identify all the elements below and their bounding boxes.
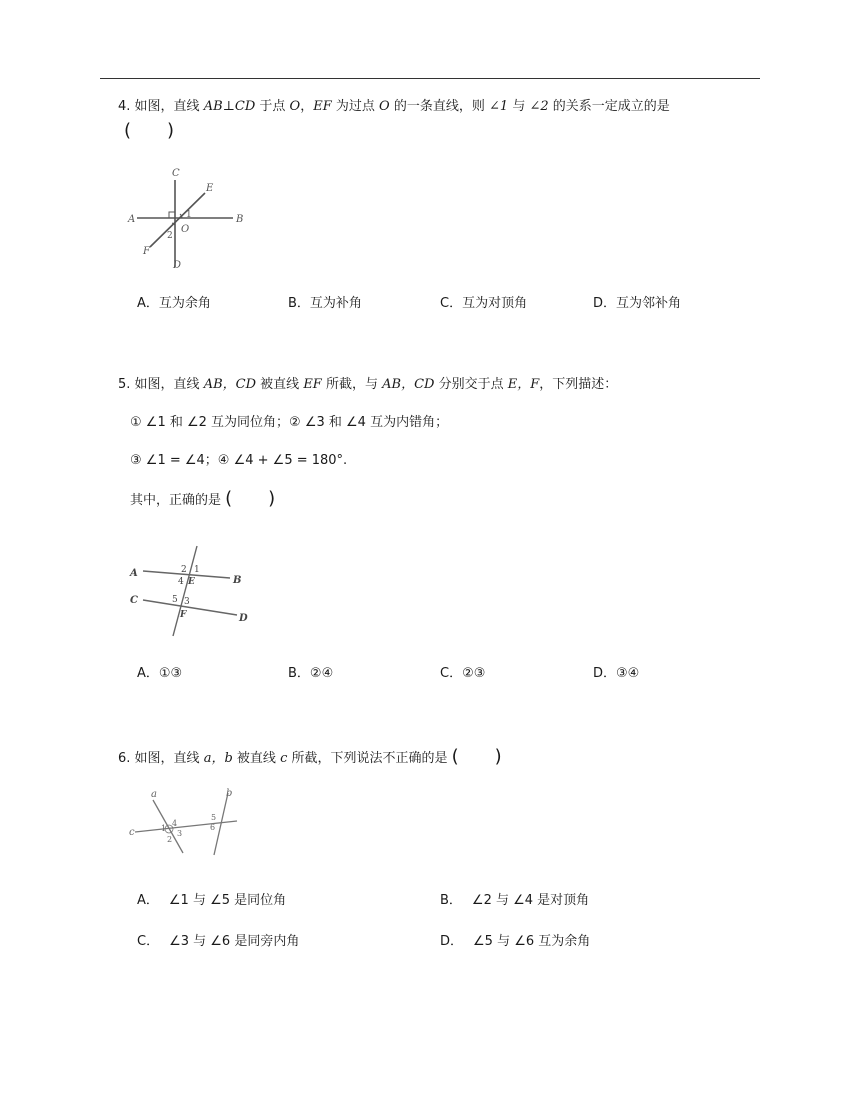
math-expr: AB，CD [203, 377, 257, 392]
q4-option-a[interactable] [137, 295, 211, 313]
answer-bracket: ( ) [451, 746, 502, 767]
option-text: 互为对顶角 [462, 296, 528, 311]
label-angle-3: 3 [184, 597, 190, 607]
stem-text: 与 [512, 99, 526, 114]
q5-prompt [130, 488, 768, 510]
q5-option-a[interactable] [137, 665, 182, 683]
stem-text: 如图，直线 [134, 377, 200, 392]
label-angle-1: 1 [161, 824, 167, 833]
question-number: 4. [118, 99, 131, 114]
option-letter: B． [440, 893, 462, 908]
math-expr: c [280, 751, 288, 766]
label-d: D [173, 260, 182, 271]
line-cd [143, 600, 237, 615]
math-expr: a，b [203, 751, 233, 766]
label-b: B [236, 214, 244, 225]
question-6-stem [118, 746, 768, 768]
q5-statements-2: ③ ∠1 = ∠4；④ ∠4 + ∠5 = 180°. [130, 453, 348, 468]
option-text: ①③ [158, 666, 183, 681]
stem-text: 的关系一定成立的是 [552, 99, 670, 114]
option-letter: D． [593, 296, 617, 311]
label-c: C [130, 595, 138, 606]
label-angle-2: 2 [167, 231, 173, 241]
math-expr: ∠1 [489, 99, 509, 114]
option-text: ②③ [462, 666, 486, 681]
q5-statements-1: ① ∠1 和 ∠2 互为同位角；② ∠3 和 ∠4 互为内错角； [130, 415, 449, 430]
stem-text: 如图，直线 [134, 99, 200, 114]
q6-option-a[interactable] [137, 892, 286, 910]
figure-q4 [125, 165, 255, 275]
figure-q5 [125, 543, 255, 638]
option-text: ③④ [616, 666, 640, 681]
label-angle-3: 3 [177, 829, 183, 838]
answer-bracket: ( ) [124, 120, 175, 141]
math-expr: AB，CD [382, 377, 435, 392]
label-a: A [130, 568, 138, 579]
label-angle-4: 4 [172, 819, 178, 828]
label-angle-5: 5 [172, 595, 178, 605]
option-letter: D． [593, 666, 617, 681]
option-letter: C． [440, 296, 463, 311]
label-b: B [233, 575, 242, 586]
line-b [214, 793, 228, 855]
stem-text: ， [300, 99, 314, 114]
label-angle-6: 6 [210, 823, 216, 832]
stem-text: 其中，正确的是 [130, 493, 222, 508]
stem-text: 被直线 [260, 377, 300, 392]
answer-bracket: ( ) [225, 488, 276, 509]
label-angle-5: 5 [211, 813, 217, 822]
q6-option-d[interactable] [440, 933, 590, 951]
label-f: F [180, 610, 187, 620]
figure-q6 [125, 785, 250, 860]
line-ef [173, 546, 197, 636]
label-c: c [129, 827, 135, 838]
question-4-stem [118, 98, 768, 116]
stem-text: 于点 [259, 99, 286, 114]
math-expr: EF [313, 99, 332, 114]
stem-text: 所截，下列说法不正确的是 [291, 751, 448, 766]
q5-option-b[interactable] [288, 665, 333, 683]
option-text: 互为邻补角 [616, 296, 682, 311]
q4-option-b[interactable] [288, 295, 362, 313]
label-o: O [181, 224, 190, 235]
right-angle-mark [169, 212, 175, 218]
option-text: 互为余角 [158, 296, 211, 311]
label-a: A [128, 214, 136, 225]
stem-text: 所截，与 [325, 377, 378, 392]
q4-option-d[interactable] [593, 295, 681, 313]
label-a: a [151, 789, 157, 800]
option-letter: A． [137, 296, 159, 311]
math-expr: EF [303, 377, 322, 392]
label-angle-4: 4 [178, 577, 184, 587]
stem-text: 分别交于点 [438, 377, 504, 392]
math-expr: O [289, 99, 301, 114]
option-text: ∠3 与 ∠6 是同旁内角 [169, 934, 300, 949]
q6-option-c[interactable] [137, 933, 299, 951]
label-e: E [206, 183, 214, 194]
option-letter: C． [440, 666, 463, 681]
label-f: F [143, 246, 150, 257]
math-expr: AB⊥CD [203, 99, 256, 114]
question-4 [118, 98, 768, 142]
math-expr: ∠2 [529, 99, 549, 114]
line-ef [150, 193, 205, 247]
math-expr: O [379, 99, 390, 114]
stem-text: ，下列描述： [539, 377, 618, 392]
option-text: ②④ [309, 666, 334, 681]
option-text: 互为补角 [309, 296, 362, 311]
stem-text: 为过点 [335, 99, 375, 114]
stem-text: 如图，直线 [134, 751, 200, 766]
option-letter: D． [440, 934, 464, 949]
math-expr: E，F [507, 377, 540, 392]
option-letter: B． [288, 296, 310, 311]
option-letter: A． [137, 893, 159, 908]
label-angle-1: 1 [194, 565, 200, 575]
option-letter: A． [137, 666, 159, 681]
stem-text: 的一条直线，则 [393, 99, 485, 114]
line-c [135, 821, 237, 832]
label-d: D [239, 613, 248, 624]
line-a [153, 800, 183, 853]
question-number: 5. [118, 377, 131, 392]
label-c: C [172, 168, 180, 179]
option-letter: C． [137, 934, 160, 949]
question-5-stem [118, 376, 768, 394]
option-text: ∠1 与 ∠5 是同位角 [168, 893, 287, 908]
option-letter: B． [288, 666, 310, 681]
label-e: E [188, 577, 195, 587]
q5-option-d[interactable] [593, 665, 639, 683]
question-5 [118, 376, 768, 510]
question-number: 6. [118, 751, 131, 766]
q5-option-c[interactable] [440, 665, 485, 683]
label-angle-2: 2 [167, 835, 173, 844]
header-rule [100, 78, 760, 79]
q4-option-c[interactable] [440, 295, 527, 313]
option-text: ∠5 与 ∠6 互为余角 [473, 934, 591, 949]
label-b: b [226, 788, 233, 799]
option-text: ∠2 与 ∠4 是对顶角 [471, 893, 590, 908]
label-angle-1: 1 [186, 210, 192, 220]
question-6 [118, 746, 768, 768]
stem-text: 被直线 [236, 751, 276, 766]
label-angle-2: 2 [181, 565, 187, 575]
q6-option-b[interactable] [440, 892, 589, 910]
